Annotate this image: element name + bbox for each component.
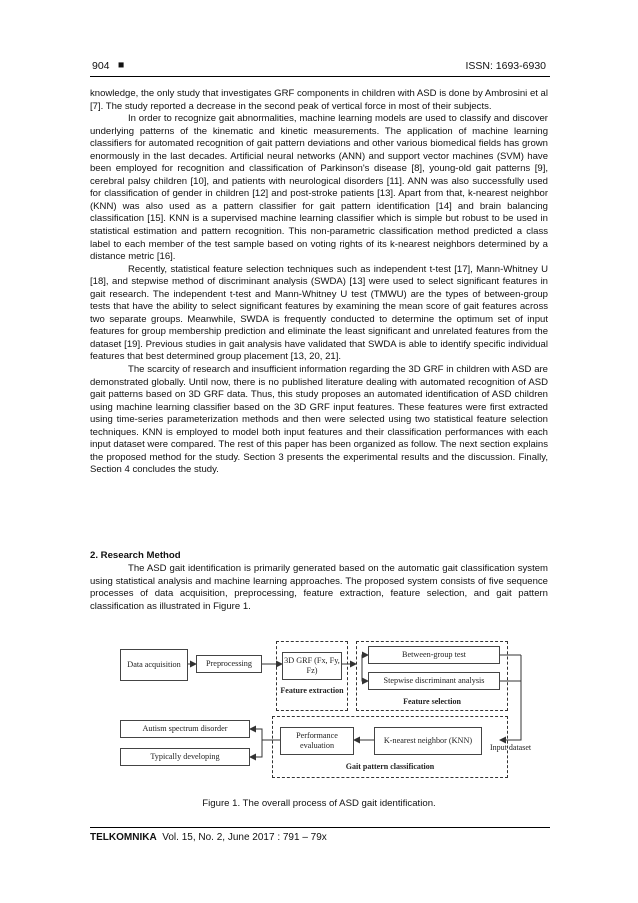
paragraph: The scarcity of research and insufficient information regarding the 3D GRF in children with ASD are demonstrated globally. Until now, there is no published literature dealing with automated recognition of ASD gait patterns based on 3D GRF data. Thus, this study proposes an automated identification of ASD children using machine learning classifier based on the 3D GRF input features. These features were first extracted using time-series parameterization methods and then were selected using two statistical feature selection techniques. KNN is employed to model both input features and their classification performances with each input dataset were compared. The rest of this paper has been organized as follow. The next section explains the proposed method for the study. Section 3 presents the experimental results and the discussion. Finally, Section 4 concludes the study.	[90, 364, 548, 476]
grf-box: 3D GRF (Fx, Fy, Fz)	[282, 652, 342, 680]
arrow-to-typical	[250, 740, 262, 757]
footer	[90, 832, 327, 843]
preprocessing-box: Preprocessing	[196, 655, 262, 673]
stepwise-discriminant-box: Stepwise discriminant analysis	[368, 672, 500, 690]
arrow-to-autism	[250, 729, 262, 740]
feature-extraction-label: Feature extraction	[280, 686, 344, 695]
paragraph: Recently, statistical feature selection techniques such as independent t-test [17], Mann-Whitney U [18], and stepwise method of discriminant analysis (SWDA) [13] were used to select significant features in gait research. The independent t-test and Mann-Whitney U test (TMWU) are the types of between-group tests that have the ability to select significant features by examining the mean score of gait features across two separate groups. Meanwhile, SWDA is frequently conducted to determine the optimum set of input features for group membership prediction and eliminate the least significant and unrelated features from the dataset [19]. Previous studies in gait analysis have validated that SWDA is able to identify specific individual features that best determined group placement [13, 20, 21].	[90, 263, 548, 363]
footer-rule	[90, 827, 550, 828]
paragraph: knowledge, the only study that investigates GRF components in children with ASD is done by Ambrosini et al [7]. The study reported a decrease in the second peak of vertical force in most of their subjects.	[90, 88, 548, 112]
section-title: 2. Research Method	[90, 550, 181, 561]
issn: ISSN: 1693-6930	[465, 60, 546, 72]
input-dataset-label: Input dataset	[490, 743, 532, 752]
data-acquisition-box: Data acquisition	[120, 649, 188, 681]
feature-selection-label: Feature selection	[403, 697, 461, 706]
journal-name: TELKOMNIKA	[90, 832, 157, 843]
section-paragraph: The ASD gait identification is primarily generated based on the automatic gait classification system using statistical analysis and machine learning approaches. The proposed system consists of five sequence processes of data acquisition, preprocessing, feature extraction, feature selection, and gait pattern classification as illustrated in Figure 1.	[90, 563, 548, 612]
page-number: 904	[92, 60, 110, 72]
header-square-mark: ■	[118, 59, 125, 71]
between-group-test-box: Between-group test	[368, 646, 500, 664]
figure-caption: Figure 1. The overall process of ASD gait identification.	[202, 798, 436, 809]
gait-classification-label: Gait pattern classification	[345, 762, 435, 771]
performance-evaluation-box: Performance evaluation	[280, 727, 354, 755]
typically-developing-box: Typically developing	[120, 748, 250, 766]
journal-details: Vol. 15, No. 2, June 2017 : 791 – 79x	[162, 832, 327, 843]
autism-spectrum-disorder-box: Autism spectrum disorder	[120, 720, 250, 738]
paragraph: In order to recognize gait abnormalities, machine learning models are used to classify and discover underlying patterns of the kinematic and kinetic measurements. The application of machine learning classifiers for automated recognition of gait pattern deviations and other various biomedical fields has grown enormously in the last decades. Artificial neural networks (ANN) and support vector machines (SVM) have been employed for recognition and classification of Parkinson's disease [8], young-old gait patterns [9], cerebral palsy children [10], and patients with neurological disorders [11]. ANN was also successfully used for classification of gender in children [12] and post-stroke patients [13]. Apart from that, k-nearest neighbor (KNN) was also used as a pattern classifier for gait pattern identification [14] and brain balancing classification [15]. KNN is a supervised machine learning classifier which is simple but robust to be used in statistical estimation and pattern recognition. This non-parametric classification method predicted a class label to each member of the test sample based on voting rights of its k-nearest neighbors determined by a distance metric [16].	[90, 113, 548, 263]
knn-box: K-nearest neighbor (KNN)	[374, 727, 482, 755]
